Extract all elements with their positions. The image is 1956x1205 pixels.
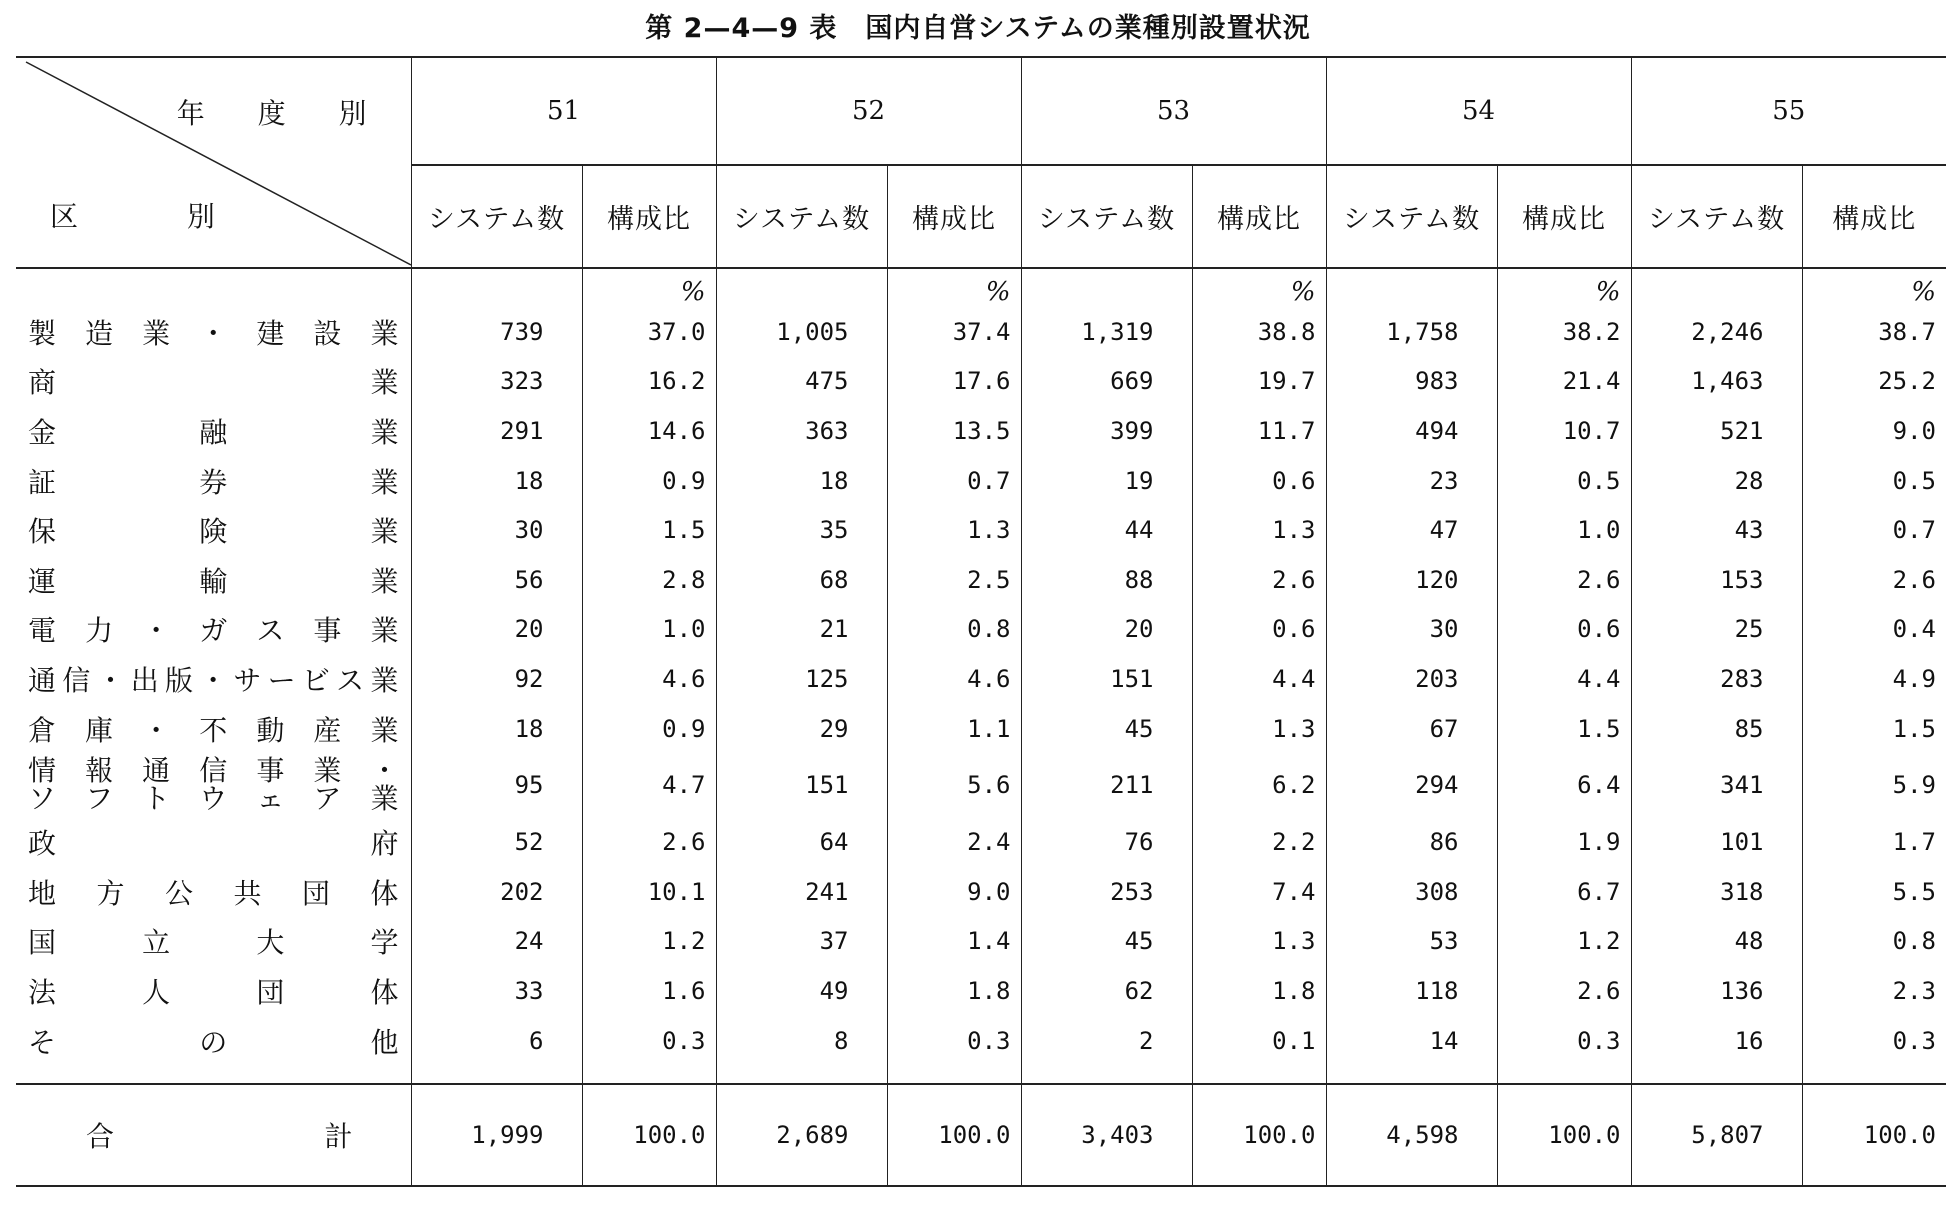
row-label [16,456,411,506]
table-row [16,817,1946,867]
row-label-text: 金 融 業 [28,415,399,449]
ratio-cell: 14.6 [582,406,716,456]
system-count-cell: 14 [1326,1016,1497,1085]
system-count-cell: 3,403 [1021,1084,1192,1186]
system-count-cell: 35 [716,505,887,555]
ratio-cell: 1.2 [1497,917,1631,967]
ratio-cell: 10.1 [582,867,716,917]
ratio-cell: 2.6 [582,817,716,867]
ratio-cell: 9.0 [887,867,1021,917]
ratio-cell: 0.9 [582,704,716,754]
ratio-cell: 1.0 [1497,505,1631,555]
system-count-cell: 76 [1021,817,1192,867]
row-label [16,867,411,917]
ratio-cell: 1.8 [887,966,1021,1016]
ratio-cell: 4.6 [887,654,1021,704]
ratio-cell: 19.7 [1192,357,1326,407]
system-count-cell: 363 [716,406,887,456]
system-count-cell: 33 [411,966,582,1016]
table-row [16,307,1946,357]
ratio-cell: 38.7 [1802,307,1946,357]
system-count-cell: 16 [1631,1016,1802,1085]
col-systems-header: システム数 [1021,165,1192,268]
table-row [16,654,1946,704]
system-count-cell: 44 [1021,505,1192,555]
ratio-cell: 0.5 [1497,456,1631,506]
ratio-cell: 0.6 [1192,456,1326,506]
row-label [16,1016,411,1085]
table-row [16,357,1946,407]
system-count-cell: 56 [411,555,582,605]
table-row [16,605,1946,655]
system-count-cell: 28 [1631,456,1802,506]
ratio-cell: 1.3 [1192,704,1326,754]
ratio-cell: 100.0 [582,1084,716,1186]
system-count-cell: 95 [411,753,582,817]
ratio-cell: 0.3 [1802,1016,1946,1085]
ratio-cell: 1.3 [1192,505,1326,555]
system-count-cell: 241 [716,867,887,917]
system-count-cell: 1,463 [1631,357,1802,407]
system-count-cell: 202 [411,867,582,917]
table-row [16,406,1946,456]
ratio-cell: 6.7 [1497,867,1631,917]
row-label-text: 地 方 公 共 団 体 [28,876,399,910]
table-row [16,1016,1946,1085]
system-count-cell: 308 [1326,867,1497,917]
total-label [16,1084,411,1186]
row-label [16,357,411,407]
system-count-cell: 43 [1631,505,1802,555]
year-header-row [16,57,1946,165]
ratio-cell: 9.0 [1802,406,1946,456]
system-count-cell: 21 [716,605,887,655]
system-count-cell: 49 [716,966,887,1016]
system-count-cell: 25 [1631,605,1802,655]
ratio-cell: 1.3 [887,505,1021,555]
system-count-cell: 20 [411,605,582,655]
ratio-cell: 6.4 [1497,753,1631,817]
corner-year-label: 年 度 別 [176,97,389,130]
row-label-text: 商 業 [28,366,399,400]
system-count-cell: 88 [1021,555,1192,605]
year-header-53: 53 [1021,57,1326,165]
corner-category-label: 区 別 [50,200,265,233]
percent-unit: % [582,268,716,307]
ratio-cell: 1.3 [1192,917,1326,967]
system-count-cell: 45 [1021,917,1192,967]
row-label [16,917,411,967]
col-ratio-header: 構成比 [582,165,716,268]
row-label [16,555,411,605]
table-row [16,917,1946,967]
row-label [16,406,411,456]
ratio-cell: 37.4 [887,307,1021,357]
table-row [16,456,1946,506]
ratio-cell: 0.3 [887,1016,1021,1085]
ratio-cell: 0.8 [1802,917,1946,967]
system-count-cell: 24 [411,917,582,967]
ratio-cell: 1.8 [1192,966,1326,1016]
system-count-cell: 47 [1326,505,1497,555]
system-count-cell: 151 [1021,654,1192,704]
system-count-cell: 30 [411,505,582,555]
diagonal-divider [16,58,411,267]
system-count-cell: 64 [716,817,887,867]
ratio-cell: 1.1 [887,704,1021,754]
ratio-cell: 13.5 [887,406,1021,456]
percent-unit: % [1497,268,1631,307]
ratio-cell: 100.0 [887,1084,1021,1186]
system-count-cell: 153 [1631,555,1802,605]
row-label [16,307,411,357]
system-count-cell: 18 [411,704,582,754]
system-count-cell: 494 [1326,406,1497,456]
row-label [16,753,411,817]
ratio-cell: 11.7 [1192,406,1326,456]
ratio-cell: 38.2 [1497,307,1631,357]
system-count-cell: 475 [716,357,887,407]
system-count-cell: 1,758 [1326,307,1497,357]
col-ratio-header: 構成比 [1497,165,1631,268]
system-count-cell: 68 [716,555,887,605]
ratio-cell: 1.5 [582,505,716,555]
percent-unit: % [887,268,1021,307]
system-count-cell: 6 [411,1016,582,1085]
ratio-cell: 17.6 [887,357,1021,407]
ratio-cell: 100.0 [1192,1084,1326,1186]
ratio-cell: 10.7 [1497,406,1631,456]
col-ratio-header: 構成比 [1192,165,1326,268]
ratio-cell: 0.7 [1802,505,1946,555]
system-count-cell: 125 [716,654,887,704]
system-count-cell: 8 [716,1016,887,1085]
ratio-cell: 4.9 [1802,654,1946,704]
system-count-cell: 37 [716,917,887,967]
ratio-cell: 4.6 [582,654,716,704]
ratio-cell: 1.0 [582,605,716,655]
percent-unit: % [1192,268,1326,307]
ratio-cell: 0.8 [887,605,1021,655]
system-count-cell: 30 [1326,605,1497,655]
ratio-cell: 0.4 [1802,605,1946,655]
row-label-text: 製 造 業 ・ 建 設 業 [28,316,399,350]
row-label-text: 倉 庫 ・ 不 動 産 業 [28,713,399,747]
system-count-cell: 53 [1326,917,1497,967]
row-label [16,817,411,867]
ratio-cell: 1.6 [582,966,716,1016]
row-label-text: 通 信 ・ 出 版 ・ サ ー ビ ス 業 [28,663,399,697]
system-count-cell: 45 [1021,704,1192,754]
ratio-cell: 2.2 [1192,817,1326,867]
year-header-52: 52 [716,57,1021,165]
unit-row [16,268,1946,307]
row-label-text: そ の 他 [28,1025,399,1059]
system-count-cell: 136 [1631,966,1802,1016]
system-count-cell: 118 [1326,966,1497,1016]
ratio-cell: 38.8 [1192,307,1326,357]
year-header-55: 55 [1631,57,1946,165]
col-ratio-header: 構成比 [887,165,1021,268]
system-count-cell: 52 [411,817,582,867]
row-label [16,704,411,754]
row-label [16,505,411,555]
system-count-cell: 1,319 [1021,307,1192,357]
table-title: 第 2—4—9 表 国内自営システムの業種別設置状況 [645,13,1311,44]
system-count-cell: 669 [1021,357,1192,407]
ratio-cell: 2.6 [1192,555,1326,605]
system-count-cell: 1,999 [411,1084,582,1186]
system-count-cell: 323 [411,357,582,407]
ratio-cell: 37.0 [582,307,716,357]
system-count-cell: 1,005 [716,307,887,357]
system-count-cell: 101 [1631,817,1802,867]
row-label-text: 保 険 業 [28,515,399,549]
system-count-cell: 2 [1021,1016,1192,1085]
ratio-cell: 0.3 [1497,1016,1631,1085]
ratio-cell: 7.4 [1192,867,1326,917]
system-count-cell: 2,246 [1631,307,1802,357]
ratio-cell: 0.9 [582,456,716,506]
system-count-cell: 203 [1326,654,1497,704]
year-header-51: 51 [411,57,716,165]
ratio-cell: 2.4 [887,817,1021,867]
system-count-cell: 86 [1326,817,1497,867]
row-label [16,654,411,704]
table-row [16,505,1946,555]
ratio-cell: 0.6 [1497,605,1631,655]
table-row [16,966,1946,1016]
system-count-cell: 283 [1631,654,1802,704]
row-label-text: 法 人 団 体 [28,975,399,1009]
table-row [16,867,1946,917]
system-count-cell: 294 [1326,753,1497,817]
ratio-cell: 0.6 [1192,605,1326,655]
ratio-cell: 2.6 [1802,555,1946,605]
row-label-text: 電 力 ・ ガ ス 事 業 [28,614,399,648]
ratio-cell: 2.6 [1497,555,1631,605]
total-row [16,1084,1946,1186]
statistics-table [16,56,1946,1187]
ratio-cell: 100.0 [1802,1084,1946,1186]
system-count-cell: 18 [411,456,582,506]
system-count-cell: 48 [1631,917,1802,967]
ratio-cell: 2.6 [1497,966,1631,1016]
system-count-cell: 291 [411,406,582,456]
ratio-cell: 1.2 [582,917,716,967]
col-systems-header: システム数 [716,165,887,268]
ratio-cell: 2.8 [582,555,716,605]
ratio-cell: 5.5 [1802,867,1946,917]
table-row [16,753,1946,817]
system-count-cell: 29 [716,704,887,754]
ratio-cell: 4.7 [582,753,716,817]
percent-unit: % [1802,268,1946,307]
row-label-text: 運 輸 業 [28,564,399,598]
ratio-cell: 100.0 [1497,1084,1631,1186]
row-label-text: 政 府 [28,827,399,861]
system-count-cell: 19 [1021,456,1192,506]
ratio-cell: 0.1 [1192,1016,1326,1085]
ratio-cell: 5.6 [887,753,1021,817]
row-label-line1: 情 報 通 信 事 業 ・ [28,754,399,788]
ratio-cell: 4.4 [1192,654,1326,704]
system-count-cell: 85 [1631,704,1802,754]
system-count-cell: 20 [1021,605,1192,655]
row-label-text: 国 立 大 学 [28,926,399,960]
ratio-cell: 1.9 [1497,817,1631,867]
row-label-line2: ソ フ ト ウ ェ ア 業 [28,782,399,816]
system-count-cell: 67 [1326,704,1497,754]
ratio-cell: 1.5 [1802,704,1946,754]
table-row [16,555,1946,605]
system-count-cell: 521 [1631,406,1802,456]
system-count-cell: 151 [716,753,887,817]
ratio-cell: 0.7 [887,456,1021,506]
system-count-cell: 341 [1631,753,1802,817]
ratio-cell: 0.3 [582,1016,716,1085]
system-count-cell: 318 [1631,867,1802,917]
row-label [16,966,411,1016]
year-header-54: 54 [1326,57,1631,165]
system-count-cell: 4,598 [1326,1084,1497,1186]
ratio-cell: 4.4 [1497,654,1631,704]
col-ratio-header: 構成比 [1802,165,1946,268]
row-label [16,605,411,655]
system-count-cell: 120 [1326,555,1497,605]
system-count-cell: 399 [1021,406,1192,456]
table-row [16,704,1946,754]
col-systems-header: システム数 [1326,165,1497,268]
ratio-cell: 21.4 [1497,357,1631,407]
system-count-cell: 253 [1021,867,1192,917]
system-count-cell: 62 [1021,966,1192,1016]
system-count-cell: 92 [411,654,582,704]
ratio-cell: 2.3 [1802,966,1946,1016]
total-label-text: 合 計 [86,1120,353,1154]
ratio-cell: 1.4 [887,917,1021,967]
corner-header-cell [16,57,411,268]
ratio-cell: 2.5 [887,555,1021,605]
system-count-cell: 23 [1326,456,1497,506]
ratio-cell: 1.5 [1497,704,1631,754]
system-count-cell: 739 [411,307,582,357]
ratio-cell: 1.7 [1802,817,1946,867]
ratio-cell: 0.5 [1802,456,1946,506]
ratio-cell: 16.2 [582,357,716,407]
ratio-cell: 6.2 [1192,753,1326,817]
ratio-cell: 5.9 [1802,753,1946,817]
system-count-cell: 5,807 [1631,1084,1802,1186]
system-count-cell: 2,689 [716,1084,887,1186]
col-systems-header: システム数 [1631,165,1802,268]
row-label-text: 証 券 業 [28,465,399,499]
col-systems-header: システム数 [411,165,582,268]
ratio-cell: 25.2 [1802,357,1946,407]
system-count-cell: 18 [716,456,887,506]
system-count-cell: 211 [1021,753,1192,817]
system-count-cell: 983 [1326,357,1497,407]
